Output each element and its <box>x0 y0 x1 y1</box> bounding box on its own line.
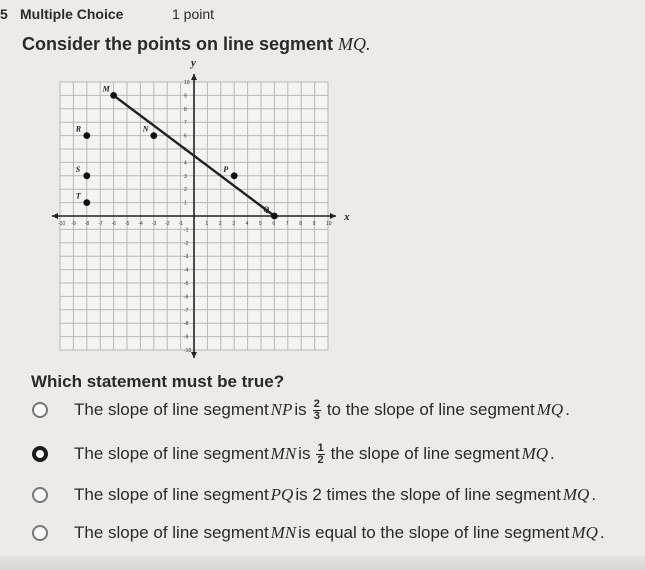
choice-b-frac-num: 1 <box>317 441 324 454</box>
choice-c-mid: is 2 times the slope of line segment <box>295 485 561 504</box>
x-axis-label: x <box>344 211 350 223</box>
x-tick-label: 7 <box>285 221 289 227</box>
choice-d-radio[interactable] <box>32 525 48 541</box>
choice-b[interactable] <box>32 441 555 466</box>
x-tick-label: 9 <box>312 221 316 227</box>
y-tick-label: 3 <box>184 173 187 180</box>
choice-b-end: . <box>550 444 555 463</box>
choice-c-seg1: PQ <box>270 485 294 504</box>
point-label-t: T <box>75 191 81 201</box>
point-r <box>83 132 90 139</box>
choice-b-mid: is <box>298 444 311 463</box>
x-tick-label: -10 <box>58 221 66 227</box>
choice-a-end: . <box>565 400 570 419</box>
question-text: Which statement must be true? <box>31 372 285 391</box>
choice-a-seg2: MQ <box>536 400 564 419</box>
point-label-n: N <box>142 124 149 134</box>
x-tick-label: -6 <box>111 221 117 227</box>
choice-c-seg2: MQ <box>562 485 590 504</box>
coordinate-graph <box>48 58 358 358</box>
x-tick-label: 2 <box>218 221 222 227</box>
choice-c-text <box>74 485 596 505</box>
x-tick-label: -8 <box>84 221 90 227</box>
choice-c-pre: The slope of line segment <box>74 485 269 504</box>
x-axis-arrow <box>52 213 58 219</box>
y-tick-label: -10 <box>184 348 192 354</box>
y-axis-label: y <box>191 58 196 69</box>
y-tick-label: -9 <box>184 334 189 341</box>
choice-b-frac-den: 2 <box>317 453 324 466</box>
choice-b-radio[interactable] <box>32 446 48 462</box>
choice-b-fraction <box>316 443 324 466</box>
x-tick-label: 1 <box>205 221 209 227</box>
x-tick-label: -2 <box>165 221 170 227</box>
y-axis-arrow <box>191 74 197 80</box>
choice-d-pre: The slope of line segment <box>74 523 269 542</box>
choice-a-post: to the slope of line segment <box>326 400 535 419</box>
point-label-q: Q <box>263 205 270 214</box>
choice-d-text <box>74 523 605 543</box>
question-type: Multiple Choice <box>20 6 124 22</box>
choice-c[interactable] <box>32 483 597 507</box>
x-tick-label: 10 <box>326 221 332 227</box>
x-tick-label: 6 <box>272 221 276 227</box>
y-tick-label: -7 <box>184 307 189 314</box>
point-label-s: S <box>75 164 81 174</box>
y-tick-label: 10 <box>184 80 190 86</box>
y-tick-label: -6 <box>184 294 189 301</box>
prompt-segment: MQ. <box>338 34 371 54</box>
y-tick-label: 9 <box>184 93 187 100</box>
x-tick-label: 4 <box>245 221 249 227</box>
x-tick-label: -7 <box>98 221 103 227</box>
y-tick-label: 1 <box>184 200 187 207</box>
y-tick-label: 8 <box>184 106 187 113</box>
choice-a-seg1: NP <box>270 400 293 419</box>
choice-a-frac-den: 3 <box>313 409 320 422</box>
point-q <box>271 213 278 220</box>
choice-b-seg2: MQ <box>521 444 549 463</box>
choice-a-radio[interactable] <box>32 402 48 418</box>
point-m <box>110 92 117 99</box>
y-tick-label: 4 <box>184 160 187 167</box>
choice-d-end: . <box>599 523 605 542</box>
question-prompt <box>22 34 371 55</box>
x-tick-label: -4 <box>138 221 143 227</box>
point-label-p: P <box>223 164 229 174</box>
x-tick-label: -1 <box>178 221 184 227</box>
choice-b-text <box>74 443 555 466</box>
choice-a[interactable] <box>32 397 570 422</box>
x-tick-label: -5 <box>125 221 130 227</box>
choice-d-seg2: MQ <box>571 523 598 542</box>
y-tick-label: 6 <box>184 133 187 140</box>
choice-a-text <box>74 399 570 422</box>
choice-d-seg1: MN <box>270 523 297 542</box>
choice-b-seg1: MN <box>270 444 297 463</box>
point-t <box>83 199 90 206</box>
choice-a-frac-num: 2 <box>313 397 320 410</box>
y-tick-label: -4 <box>184 267 189 274</box>
choice-c-radio[interactable] <box>32 487 48 503</box>
y-tick-label: 7 <box>184 120 187 127</box>
question-points: 1 point <box>172 6 215 22</box>
choice-a-fraction <box>313 399 321 422</box>
choice-a-pre: The slope of line segment <box>74 400 269 419</box>
point-p <box>231 172 238 179</box>
y-tick-label: -5 <box>184 281 189 287</box>
point-s <box>83 172 90 179</box>
question-number: 5 <box>0 6 8 22</box>
x-tick-label: 3 <box>232 221 235 227</box>
x-tick-label: 5 <box>259 221 262 227</box>
choice-d-mid: is equal to the slope of line segment <box>298 523 570 542</box>
choice-b-pre: The slope of line segment <box>74 444 269 463</box>
choice-c-end: . <box>591 485 597 504</box>
choice-b-post: the slope of line segment <box>330 444 520 463</box>
choice-a-mid: is <box>294 400 307 419</box>
point-label-m: M <box>102 84 110 94</box>
point-n <box>150 132 157 139</box>
y-tick-label: -2 <box>184 240 189 247</box>
y-tick-label: -3 <box>184 254 189 261</box>
choice-d[interactable] <box>32 521 605 545</box>
x-axis-arrow <box>330 213 336 219</box>
x-tick-label: -9 <box>71 221 76 227</box>
y-tick-label: -8 <box>184 321 189 328</box>
y-tick-label: -1 <box>184 227 189 234</box>
prompt-text: Consider the points on line segment <box>22 34 339 54</box>
y-tick-label: 2 <box>184 187 187 194</box>
y-axis-arrow <box>191 352 197 358</box>
x-tick-label: -3 <box>151 221 157 227</box>
bottom-strip <box>0 556 645 570</box>
point-label-r: R <box>75 124 82 134</box>
x-tick-label: 8 <box>299 221 302 227</box>
